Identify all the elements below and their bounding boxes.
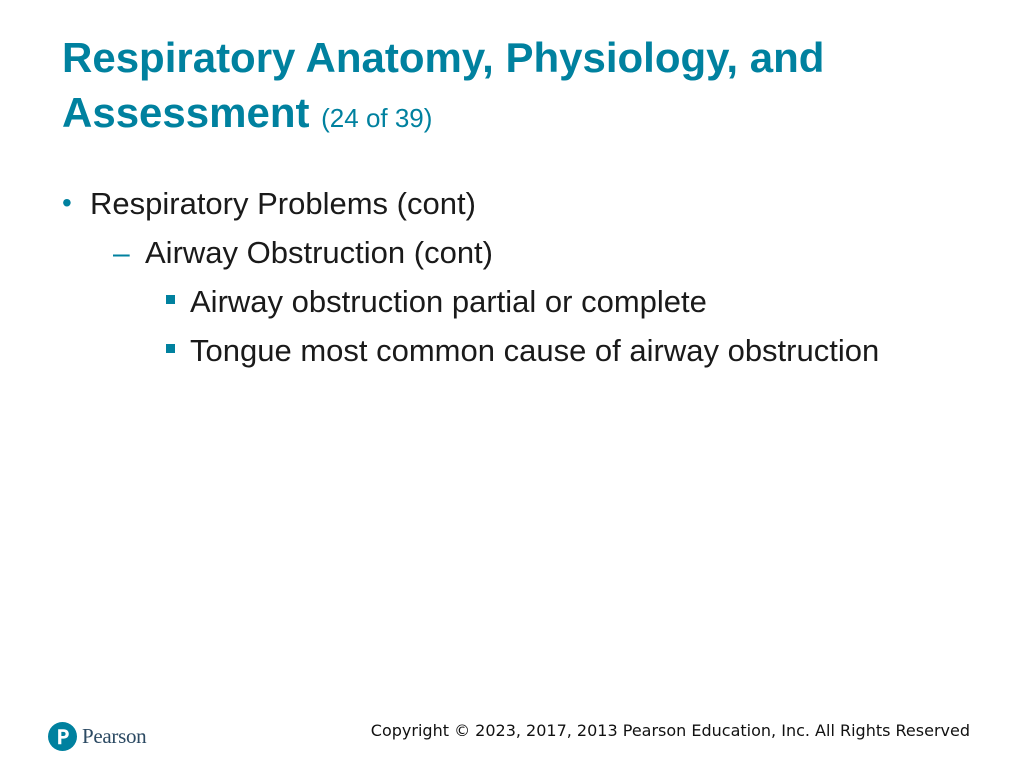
bullet-level1 — [62, 186, 476, 222]
bullet-level1-text: Respiratory Problems (cont) — [90, 186, 476, 221]
slide-footer — [0, 712, 1024, 758]
slide-counter: (24 of 39) — [321, 103, 433, 133]
copyright-notice: Copyright © 2023, 2017, 2013 Pearson Education, Inc. All Rights Reserved — [370, 721, 970, 740]
bullet-square-icon — [164, 333, 190, 369]
slide-title-main: Respiratory Anatomy, Physiology, and Assessment — [62, 34, 825, 136]
bullet-dot-icon: • — [62, 187, 72, 218]
bullet-level2-text: Airway Obstruction (cont) — [145, 235, 493, 270]
pearson-wordmark: Pearson — [82, 723, 147, 748]
pearson-p-icon — [48, 722, 77, 751]
bullet-level3 — [164, 284, 707, 320]
bullet-square-icon — [164, 284, 190, 320]
slide-title — [62, 30, 962, 146]
bullet-level3-text: Tongue most common cause of airway obstruction — [190, 333, 880, 368]
bullet-level3-text: Airway obstruction partial or complete — [190, 284, 707, 319]
bullet-level3 — [164, 333, 879, 369]
pearson-logo — [48, 716, 146, 756]
bullet-level2 — [113, 235, 493, 271]
bullet-dash-icon: – — [113, 237, 130, 270]
